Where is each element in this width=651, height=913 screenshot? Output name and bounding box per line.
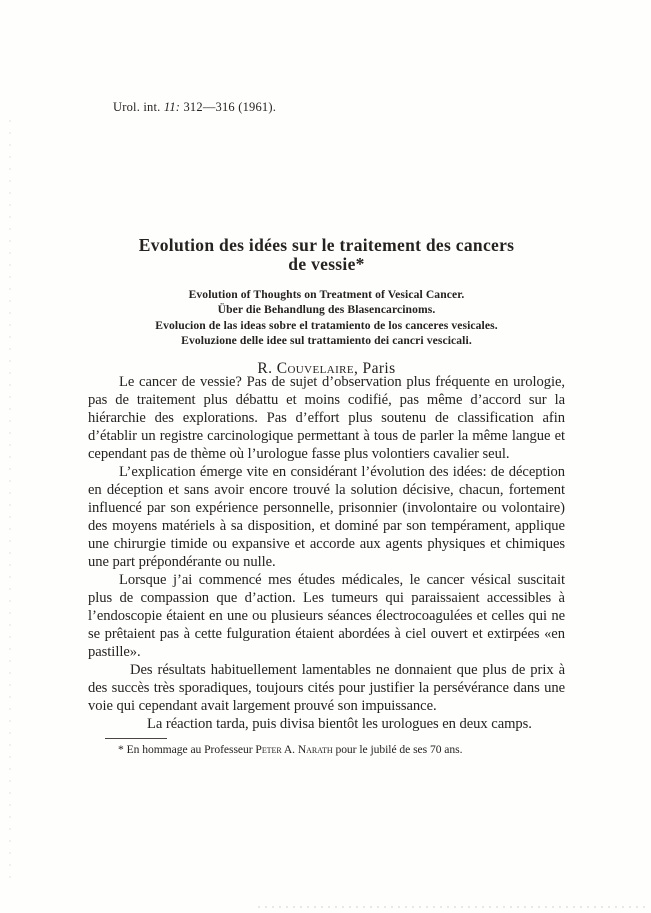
- paragraph-4: Des résultats habituellement lamentables ne donnaient que plus de prix à des succès très sporadiques, toujours cités pour justifier la persévérance dans une voie qui cependant avait largement prouvé son impuissance.: [88, 662, 565, 714]
- journal-name: Urol. int.: [113, 100, 164, 114]
- author-initial: R.: [257, 359, 277, 377]
- translated-subtitles: [88, 287, 565, 349]
- paragraph-1: Le cancer de vessie? Pas de sujet d’observation plus fréquente en urologie, pas de traitement plus débattu et moins codifié, pas même d’accord sur la hiérarchie des explorations. Pas d’effort plus soutenu de classification afin d’établir un registre carcinologique permettant à tous de parler la même langue et cependant pas de thème où l’urologue fasse plus volontiers cavalier seul.: [88, 374, 565, 462]
- footnote-text-post: pour le jubilé de ses 70 ans.: [332, 743, 463, 756]
- paragraph-3: Lorsque j’ai commencé mes études médicales, le cancer vésical suscitait plus de compassion que d’action. Les tumeurs qui paraissaient accessibles à l’endoscopie étaient en une ou plusieurs séances électrocoagulées et celles qui ne se prêtaient pas à cette fulguration étaient abordées à ciel ouvert et extirpées «en pastille».: [88, 572, 565, 660]
- footnote-honoree-name: Peter A. Narath: [255, 743, 333, 756]
- author-city: , Paris: [354, 359, 396, 377]
- subtitle-english: Evolution of Thoughts on Treatment of Vesical Cancer.: [188, 288, 465, 301]
- paragraph-5: La réaction tarda, puis divisa bientôt les urologues en deux camps.: [147, 716, 532, 732]
- article-body: [88, 373, 565, 757]
- subtitle-italian: Evoluzione delle idee sul trattamiento dei cancri vescicali.: [181, 334, 472, 348]
- scan-artifact-bottom-edge: [258, 906, 646, 908]
- article-title-line1: Evolution des idées sur le traitement des cancers: [138, 235, 515, 255]
- footnote-text-pre: * En hommage au Professeur: [118, 743, 256, 756]
- subtitle-spanish: Evolucion de las ideas sobre el tratamiento de los canceres vesicales.: [155, 318, 498, 332]
- heading-block: [88, 236, 565, 378]
- author-surname: Couvelaire: [276, 359, 354, 377]
- journal-pages: 312—316 (1961).: [180, 100, 277, 114]
- journal-volume: 11:: [163, 100, 181, 114]
- paragraph-2: L’explication émerge vite en considérant l’évolution des idées: de déception en déception et sans avoir encore trouvé la solution décisive, chacun, fortement influencé par son expérience personnelle, prisonnier (involontaire ou volontaire) des moyens matériels à sa disposition, et dominé par son tempérament, applique une chirurgie timide ou expansive et accorde aux agents physiques et chimiques une part prépondérante ou nulle.: [88, 464, 565, 570]
- article-title-line2: de vessie*: [288, 254, 365, 274]
- footnote-divider: [105, 738, 167, 739]
- subtitle-german: Über die Behandlung des Blasencarcinoms.: [217, 303, 436, 317]
- journal-reference: [113, 100, 276, 115]
- footnote: [88, 743, 565, 757]
- article-title: [88, 236, 565, 274]
- scan-artifact-left-edge: [9, 120, 11, 880]
